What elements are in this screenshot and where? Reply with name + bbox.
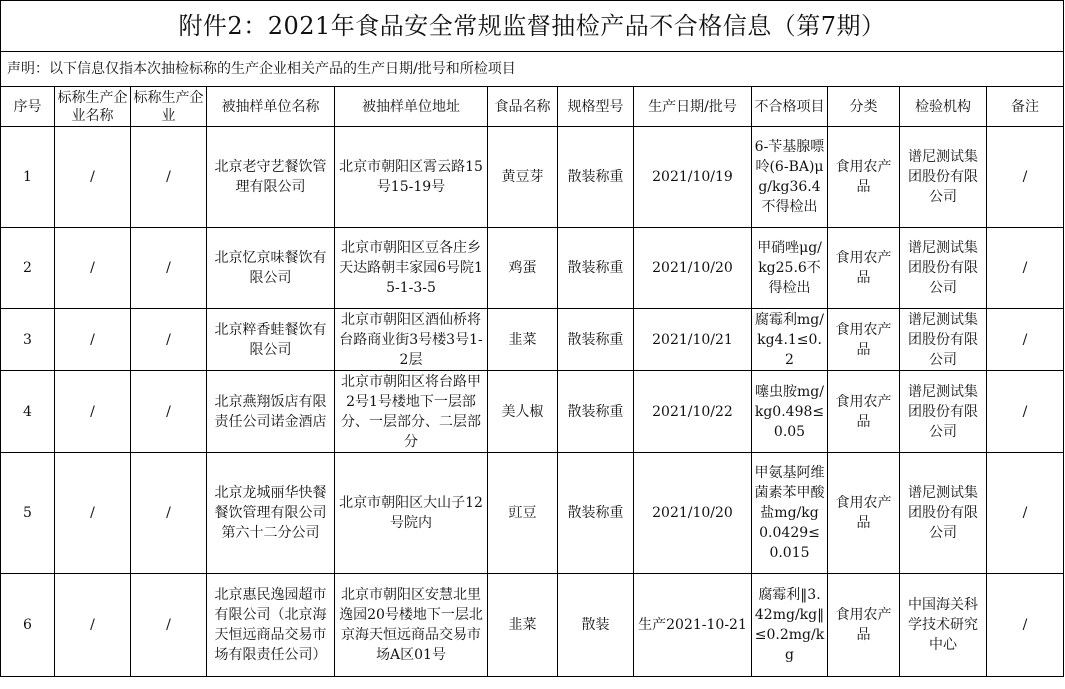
cell-defect-item: 6-苄基腺嘌呤(6-BA)μg/kg36.4不得检出	[752, 127, 828, 228]
header-remark: 备注	[987, 87, 1064, 127]
cell-lab: 中国海关科学技术研究中心	[900, 574, 987, 677]
cell-unit-name: 北京惠民逸园超市有限公司（北京海天恒远商品交易市场有限责任公司）	[207, 574, 335, 677]
header-mfr-name: 标称生产企业名称	[55, 87, 131, 127]
cell-mfr-name: /	[55, 228, 131, 309]
cell-remark: /	[987, 127, 1064, 228]
cell-production-date: 2021/10/20	[634, 228, 752, 309]
cell-mfr: /	[131, 228, 207, 309]
cell-lab: 谱尼测试集团股份有限公司	[900, 228, 987, 309]
cell-seq: 5	[1, 453, 55, 574]
cell-defect-item: 甲氨基阿维菌素苯甲酸盐mg/kg0.0429≤0.015	[752, 453, 828, 574]
cell-defect-item: 甲硝唑μg/kg25.6不得检出	[752, 228, 828, 309]
cell-category: 食用农产品	[828, 574, 900, 677]
cell-mfr-name: /	[55, 127, 131, 228]
cell-mfr-name: /	[55, 574, 131, 677]
cell-food-name: 韭菜	[488, 574, 558, 677]
header-defect-item: 不合格项目	[752, 87, 828, 127]
cell-mfr: /	[131, 574, 207, 677]
cell-defect-item: 腐霉利mg/kg4.1≤0.2	[752, 309, 828, 371]
header-category: 分类	[828, 87, 900, 127]
cell-production-date: 2021/10/19	[634, 127, 752, 228]
cell-unit-address: 北京市朝阳区霄云路15号15-19号	[335, 127, 488, 228]
cell-production-date: 2021/10/20	[634, 453, 752, 574]
cell-category: 食用农产品	[828, 127, 900, 228]
cell-mfr-name: /	[55, 371, 131, 453]
cell-unit-address: 北京市朝阳区豆各庄乡天达路朝丰家园6号院15-1-3-5	[335, 228, 488, 309]
header-spec: 规格型号	[558, 87, 634, 127]
cell-mfr: /	[131, 453, 207, 574]
cell-seq: 3	[1, 309, 55, 371]
header-unit-address: 被抽样单位地址	[335, 87, 488, 127]
cell-unit-name: 北京燕翔饭店有限责任公司诺金酒店	[207, 371, 335, 453]
table-row	[1, 574, 1064, 677]
cell-remark: /	[987, 309, 1064, 371]
cell-category: 食用农产品	[828, 371, 900, 453]
cell-seq: 6	[1, 574, 55, 677]
cell-food-name: 美人椒	[488, 371, 558, 453]
cell-unit-name: 北京忆京味餐饮有限公司	[207, 228, 335, 309]
cell-unit-address: 北京市朝阳区安慧北里逸园20号楼地下一层北京海天恒远商品交易市场A区01号	[335, 574, 488, 677]
cell-unit-name: 北京粹香蛙餐饮有限公司	[207, 309, 335, 371]
table-row	[1, 309, 1064, 371]
cell-defect-item: 噻虫胺mg/kg0.498≤0.05	[752, 371, 828, 453]
cell-category: 食用农产品	[828, 309, 900, 371]
cell-food-name: 黄豆芽	[488, 127, 558, 228]
cell-production-date: 2021/10/21	[634, 309, 752, 371]
cell-spec: 散装称重	[558, 309, 634, 371]
page-title: 附件2：2021年食品安全常规监督抽检产品不合格信息（第7期）	[1, 1, 1064, 52]
cell-spec: 散装称重	[558, 228, 634, 309]
cell-mfr-name: /	[55, 309, 131, 371]
header-production-date: 生产日期/批号	[634, 87, 752, 127]
header-lab: 检验机构	[900, 87, 987, 127]
cell-remark: /	[987, 453, 1064, 574]
cell-mfr: /	[131, 371, 207, 453]
cell-food-name: 韭菜	[488, 309, 558, 371]
cell-production-date: 2021/10/22	[634, 371, 752, 453]
cell-remark: /	[987, 371, 1064, 453]
cell-production-date: 生产2021-10-21	[634, 574, 752, 677]
table-row	[1, 228, 1064, 309]
cell-mfr: /	[131, 309, 207, 371]
cell-unit-address: 北京市朝阳区将台路甲2号1号楼地下一层部分、一层部分、二层部分	[335, 371, 488, 453]
table-row	[1, 453, 1064, 574]
cell-unit-address: 北京市朝阳区酒仙桥将台路商业街3号楼3号1-2层	[335, 309, 488, 371]
table-row	[1, 127, 1064, 228]
table-row	[1, 371, 1064, 453]
cell-mfr-name: /	[55, 453, 131, 574]
cell-lab: 谱尼测试集团股份有限公司	[900, 309, 987, 371]
cell-unit-name: 北京龙城丽华快餐餐饮管理有限公司第六十二分公司	[207, 453, 335, 574]
cell-category: 食用农产品	[828, 228, 900, 309]
cell-unit-address: 北京市朝阳区大山子12号院内	[335, 453, 488, 574]
cell-seq: 2	[1, 228, 55, 309]
cell-remark: /	[987, 574, 1064, 677]
cell-food-name: 豇豆	[488, 453, 558, 574]
cell-unit-name: 北京老守艺餐饮管理有限公司	[207, 127, 335, 228]
cell-lab: 谱尼测试集团股份有限公司	[900, 127, 987, 228]
header-row	[1, 87, 1064, 127]
cell-defect-item: 腐霉利‖3.42mg/kg‖≤0.2mg/kg	[752, 574, 828, 677]
cell-category: 食用农产品	[828, 453, 900, 574]
cell-lab: 谱尼测试集团股份有限公司	[900, 453, 987, 574]
cell-spec: 散装称重	[558, 371, 634, 453]
cell-lab: 谱尼测试集团股份有限公司	[900, 371, 987, 453]
header-seq: 序号	[1, 87, 55, 127]
header-mfr: 标称生产企业	[131, 87, 207, 127]
cell-spec: 散装称重	[558, 453, 634, 574]
cell-mfr: /	[131, 127, 207, 228]
cell-seq: 1	[1, 127, 55, 228]
header-unit-name: 被抽样单位名称	[207, 87, 335, 127]
cell-remark: /	[987, 228, 1064, 309]
cell-spec: 散装称重	[558, 127, 634, 228]
statement-text: 声明：以下信息仅指本次抽检标称的生产企业相关产品的生产日期/批号和所检项目	[1, 52, 1064, 87]
header-food-name: 食品名称	[488, 87, 558, 127]
cell-food-name: 鸡蛋	[488, 228, 558, 309]
cell-spec: 散装	[558, 574, 634, 677]
cell-seq: 4	[1, 371, 55, 453]
